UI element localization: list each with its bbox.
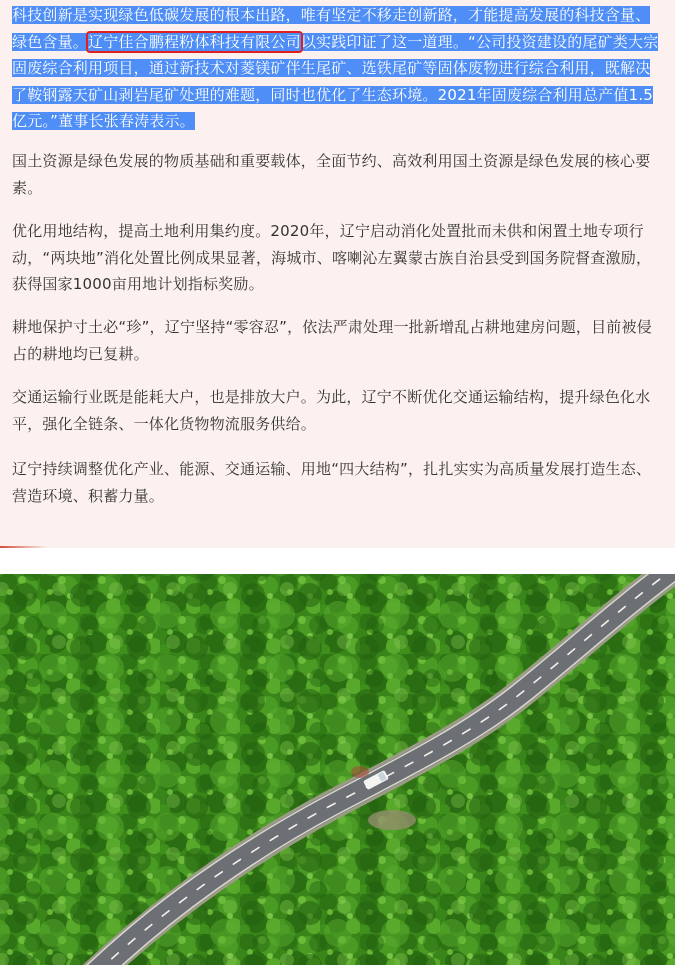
- clearing: [368, 810, 416, 830]
- paragraph-land-resources: 国土资源是绿色发展的物质基础和重要载体，全面节约、高效利用国土资源是绿色发展的核心要素。: [12, 152, 651, 197]
- paragraph-farmland-protection: 耕地保护寸土必“珍”，辽宁坚持“零容忍”，依法严肃处理一批新增乱占耕地建房问题，目前被侵占的耕地均已复耕。: [12, 318, 652, 363]
- lead-text-after: 以实践印证了这一道理。“公司投资建设的尾矿类大宗固废综合利用项目，通过新技术对菱镁矿伴生尾矿、选铁尾矿等固体废物进行综合利用，既解决了鞍钢露天矿山剥岩尾矿处理的难题，同时也优化了生态环境。2021年固废综合利用总产值1.5亿元。”董事长张春涛表示。: [12, 32, 659, 130]
- paragraph-transport: 交通运输行业既是能耗大户，也是排放大户。为此，辽宁不断优化交通运输结构，提升绿色化水平，强化全链条、一体化货物物流服务供给。: [12, 388, 651, 433]
- lead-text-before: 科技创新是实现绿色低碳发展的根本出路，唯有坚定不移走创新路，才能提高发展的科技含量、绿色含量。: [12, 6, 651, 51]
- selected-text[interactable]: [12, 6, 658, 130]
- paragraph-land-structure: 优化用地结构，提高土地利用集约度。2020年，辽宁启动消化处置批而未供和闲置土地专项行动，“两块地”消化处置比例成果显著，海城市、喀喇沁左翼蒙古族自治县受到国务院督查激励，获得国家1000亩用地计划指标奖励。: [12, 222, 652, 293]
- aerial-forest-road-image: [0, 574, 675, 965]
- spacer: [0, 548, 675, 574]
- company-name-highlight: 辽宁佳合鹏程粉体科技有限公司: [88, 32, 301, 51]
- paragraph-four-structures: 辽宁持续调整优化产业、能源、交通运输、用地“四大结构”，扎扎实实为高质量发展打造生态、营造环境、积蓄力量。: [12, 460, 652, 505]
- lead-paragraph[interactable]: [12, 2, 662, 135]
